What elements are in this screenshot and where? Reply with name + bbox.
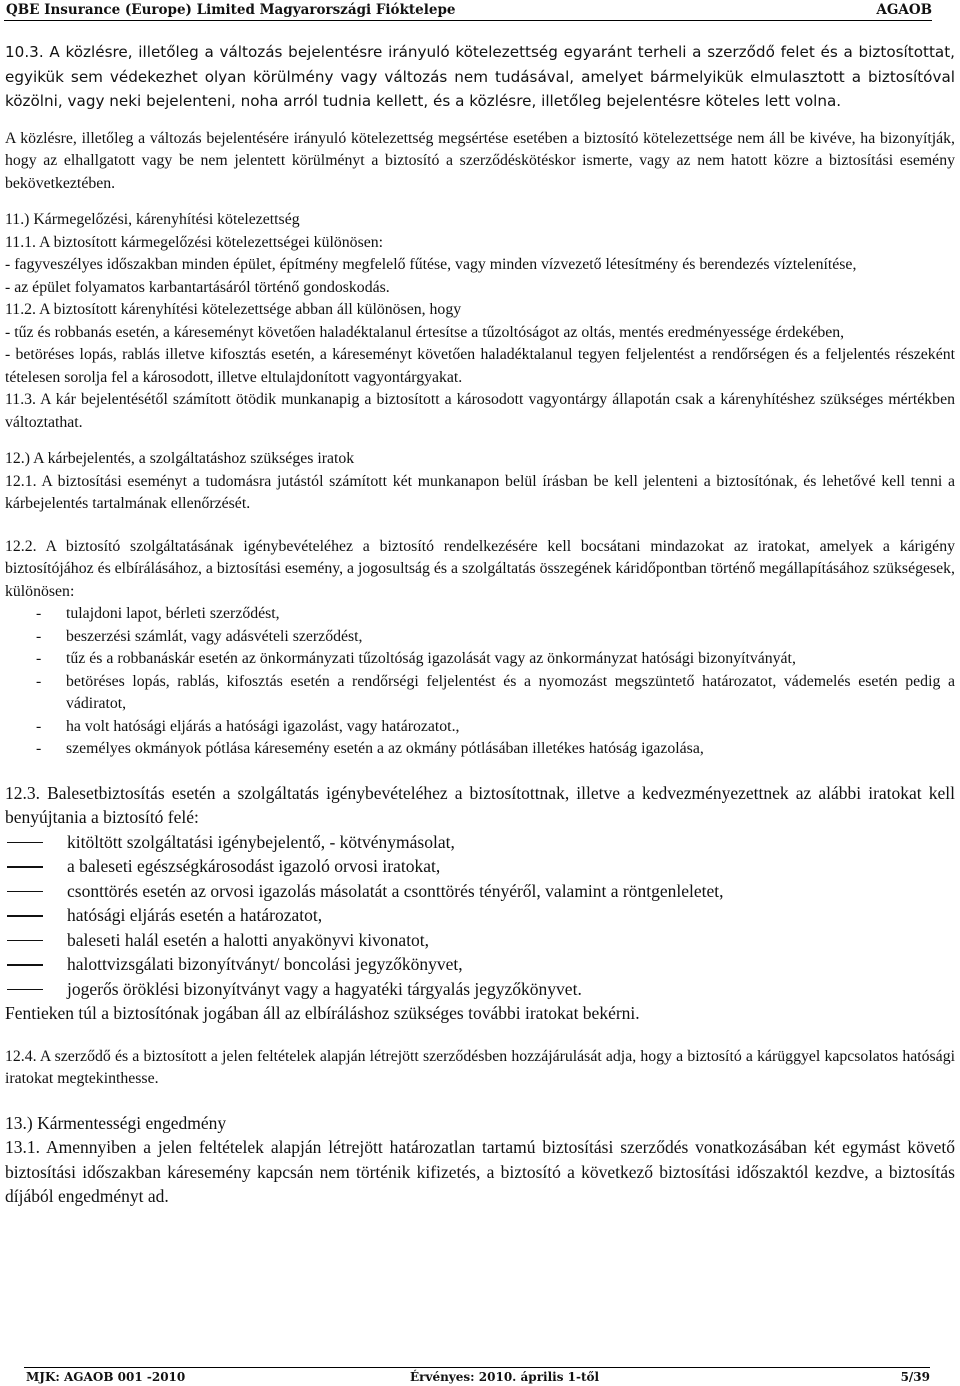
dash-bullet	[7, 940, 43, 942]
para-11-1: 11.1. A biztosított kármegelőzési kötelezettségei különösen:	[5, 233, 384, 251]
list-item: kitöltött szolgáltatási igénybejelentő, - kötvénymásolat,	[5, 830, 955, 855]
dash-bullet	[7, 842, 43, 844]
document-body	[5, 40, 955, 1209]
list-12-3	[5, 830, 955, 1002]
para-11-2: 11.2. A biztosított kárenyhítési kötelezettsége abban áll különösen, hogy	[5, 301, 462, 318]
list-item: - ha volt hatósági eljárás a hatósági igazolást, vagy határozatot.,	[36, 717, 460, 735]
para-11-2-a: - tűz és robbanás esetén, a káreseményt követően haladéktalanul értesítse a tűzoltóságot az oltás, mentés eredményessége érdekében,	[5, 323, 845, 341]
section-13-title: 13.) Kármentességi engedmény	[5, 1112, 227, 1133]
para-11-1-b: - az épület folyamatos karbantartásáról történő gondoskodás.	[5, 278, 390, 296]
para-12-3: 12.3. Balesetbiztosítás esetén a szolgáltatás igénybevételéhez a biztosítottnak, illetve a kedvezményezettnek az alábbi iratokat kell benyújtania a biztosító felé:	[5, 782, 955, 827]
list-item: - tulajdoni lapot, bérleti szerződést,	[36, 605, 280, 622]
dash-bullet	[7, 915, 43, 917]
section-11-title: 11.) Kármegelőzési, kárenyhítési kötelezettség	[5, 211, 300, 228]
dash-bullet	[7, 989, 43, 991]
para-12-4: 12.4. A szerződő és a biztosított a jelen feltételek alapján létrejött szerződésben hozzájárulását adja, hogy a biztosító a kárüggyel kapcsolatos hatósági iratokat megtekinthesse.	[5, 1047, 955, 1087]
list-item: - tűz és a robbanáskár esetén az önkormányzati tűzoltóság igazolását vagy az önkormányzat hatósági bizonyítványát,	[36, 650, 796, 667]
para-12-2: 12.2. A biztosító szolgáltatásának igénybevételéhez a biztosító rendelkezésére kell bocsátani mindazokat az iratokat, amelyek a kárigény biztosítójához és elbírálásához, a biztosítási esemény, a jogosultság és a szolgáltatás összegének káridőpontban történő megállapításához szükségesek, különösen:	[5, 537, 956, 600]
para-11-3: 11.3. A kár bejelentésétől számított ötödik munkanapig a biztosított a károsodott vagyontárgy állapotán csak a kárenyhítéshez szükséges mértékben változtathat.	[5, 391, 955, 431]
footer-doc-id: MJK: AGAOB 001 -2010	[26, 1370, 186, 1384]
header-code: AGAOB	[876, 2, 932, 18]
list-item: jogerős öröklési bizonyítványt vagy a hagyatéki tárgyalás jegyzőkönyvet.	[5, 977, 955, 1002]
footer-valid: Érvényes: 2010. április 1-től	[410, 1370, 600, 1384]
para-12-1: 12.1. A biztosítási eseményt a tudomásra jutástól számított két munkanapon belül írásban be kell jelenteni a biztosítónak, és lehetővé kell tenni a kárbejelentés tartalmának ellenőrzését.	[5, 472, 955, 512]
list-item: - betöréses lopás, rablás, kifosztás esetén a rendőrségi feljelentést és a nyomozást megszüntető határozatot, vádemelés esetén pedig a vádiratot,	[36, 672, 955, 712]
list-12-2	[5, 603, 955, 761]
list-item: hatósági eljárás esetén a határozatot,	[5, 903, 955, 928]
page-footer	[24, 1367, 930, 1386]
list-item: - beszerzési számlát, vagy adásvételi szerződést,	[36, 627, 363, 645]
dash-bullet	[7, 866, 43, 868]
section-12-title: 12.) A kárbejelentés, a szolgáltatáshoz szükséges iratok	[5, 450, 355, 467]
header-company: QBE Insurance (Europe) Limited Magyarországi Fióktelepe	[6, 2, 456, 18]
para-10-3-cont: A közlésre, illetőleg a változás bejelentésére irányuló kötelezettség megsértése esetében a biztosító kötelezettsége nem áll be kivéve, ha bizonyítják, hogy az elhallgatott vagy be nem jelentett körülményt a biztosító a szerződéskötéskor ismerte, vagy az nem hatott közre a biztosítási esemény bekövetkeztében.	[5, 129, 955, 192]
page-header	[4, 0, 932, 21]
footer-page-number: 5/39	[900, 1370, 930, 1384]
list-item: halottvizsgálati bizonyítványt/ boncolási jegyzőkönyvet,	[5, 952, 955, 977]
list-item: baleseti halál esetén a halotti anyakönyvi kivonatot,	[5, 928, 955, 953]
list-item: - személyes okmányok pótlása káresemény esetén a az okmány pótlásában illetékes hatóság igazolása,	[36, 740, 704, 757]
para-12-3-tail: Fentieken túl a biztosítónak jogában áll az elbíráláshoz szükséges további iratokat bekérni.	[5, 1003, 640, 1023]
para-11-2-b: - betöréses lopás, rablás illetve kifosztás esetén, a káreseményt követően haladéktalanul tegyen feljelentést a rendőrségen és a feljelentés részeként tételesen sorolja fel a károsodott, illetve eltulajdonított vagyontárgyakat.	[5, 346, 955, 386]
list-item: csonttörés esetén az orvosi igazolás másolatát a csonttörés tényéről, valamint a röntgenleletet,	[5, 879, 955, 904]
list-item: a baleseti egészségkárosodást igazoló orvosi iratokat,	[5, 854, 955, 879]
dash-bullet	[7, 964, 43, 966]
para-13-1: 13.1. Amennyiben a jelen feltételek alapján létrejött határozatlan tartamú biztosítási szerződés vonatkozásában két egymást követő biztosítási időszakban káresemény kapcsán nem történik kifizetés, a biztosító a következő biztosítási időszaktól kezdve, a biztosítás díjából engedményt ad.	[5, 1137, 955, 1206]
dash-bullet	[7, 891, 43, 893]
para-11-1-a: - fagyveszélyes időszakban minden épület, építmény megfelelő fűtése, vagy minden vízvezető létesítmény és berendezés víztelenítése,	[5, 256, 857, 273]
para-10-3: 10.3. A közlésre, illetőleg a változás bejelentésre irányuló kötelezettség egyaránt terheli a szerződő felet és a biztosítottat, egyikük sem védekezhet olyan körülmény vagy változás nem tudásával, amelyet bármelyikük elmulasztott a biztosítóval közölni, vagy neki bejelenteni, noha arról tudnia kellett, és a közlésre, illetőleg bejelentésre köteles lett volna.	[5, 43, 955, 110]
